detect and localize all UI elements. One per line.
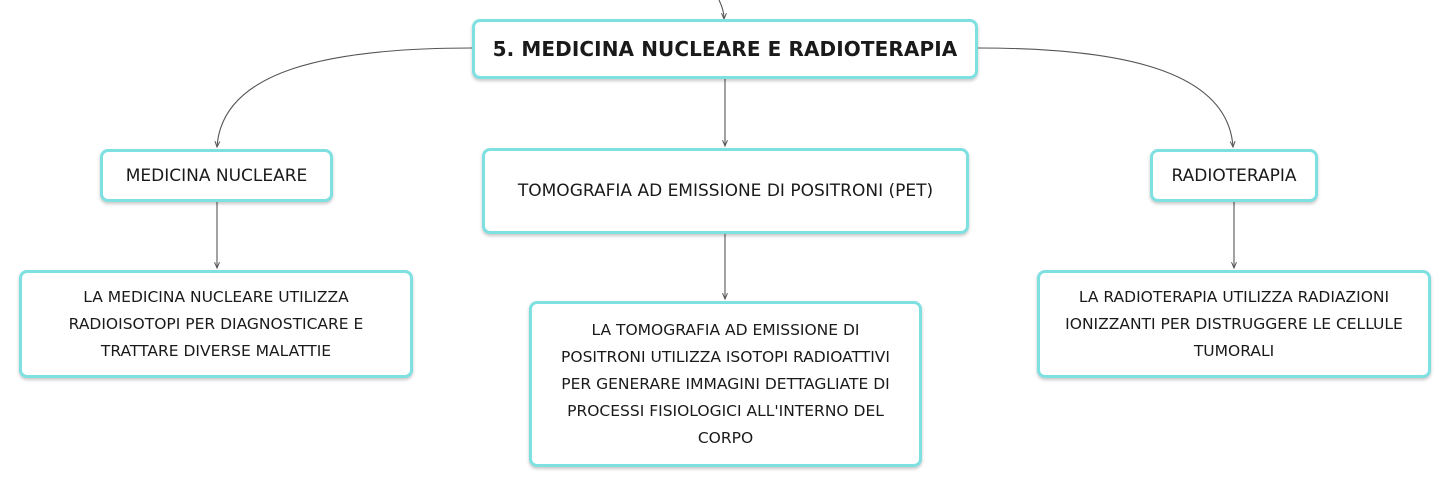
subtopic-text-medicina-nucleare: LA MEDICINA NUCLEARE UTILIZZA RADIOISOTOPI PER DIAGNOSTICARE E TRATTARE DIVERSE MALATTIE xyxy=(68,287,364,360)
topic-label-medicina-nucleare: MEDICINA NUCLEARE xyxy=(125,165,308,186)
topic-node-medicina-nucleare[interactable] xyxy=(100,149,333,202)
connector-root-to-radio xyxy=(978,48,1233,147)
connector-root-to-medicina xyxy=(217,48,472,147)
topic-node-radioterapia[interactable] xyxy=(1150,149,1318,202)
root-topic-label: 5. MEDICINA NUCLEARE E RADIOTERAPIA xyxy=(492,37,958,61)
subtopic-node-pet[interactable] xyxy=(529,301,922,467)
subtopic-node-radioterapia[interactable] xyxy=(1037,270,1431,378)
subtopic-text-pet: LA TOMOGRAFIA AD EMISSIONE DI POSITRONI UTILIZZA ISOTOPI RADIOATTIVI PER GENERARE IMMAGINI DETTAGLIATE DI PROCESSI FISIOLOGICI ALL'INTERNO DEL CORPO xyxy=(561,320,890,447)
root-topic-node[interactable] xyxy=(472,19,978,79)
topic-node-pet[interactable] xyxy=(482,148,969,234)
connector-parent-to-root xyxy=(719,0,724,19)
subtopic-node-medicina-nucleare[interactable] xyxy=(19,270,413,378)
subtopic-text-radioterapia: LA RADIOTERAPIA UTILIZZA RADIAZIONI IONIZZANTI PER DISTRUGGERE LE CELLULE TUMORALI xyxy=(1065,287,1403,360)
topic-label-radioterapia: RADIOTERAPIA xyxy=(1171,165,1297,186)
topic-label-pet: TOMOGRAFIA AD EMISSIONE DI POSITRONI (PET) xyxy=(517,181,934,201)
